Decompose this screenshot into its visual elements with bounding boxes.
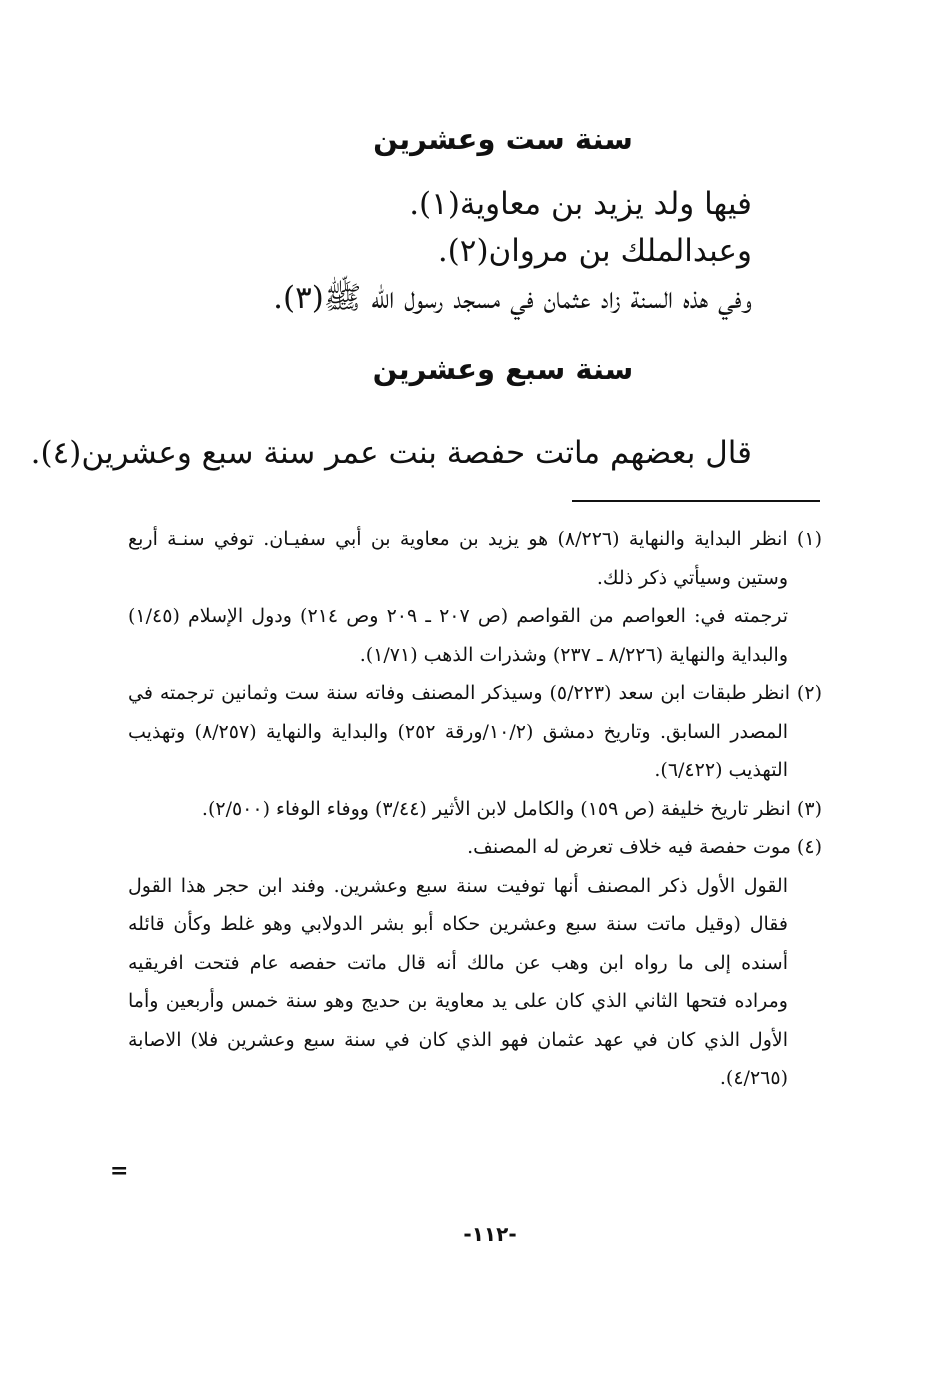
footnote-2: (٢) انظر طبقات ابن سعد (٥/٢٢٣) وسيذكر المصنف وفاته سنة ست وثمانين ترجمته في المصدر السابق. وتاريخ دمشق (١٠/٢/ورقة ٢٥٢) والبداية والنهاية (٨/٢٥٧) وتهذيب التهذيب (٦/٤٢٢). [128,682,822,781]
page-number: -١١٢- [463,1222,517,1246]
footnote-1: (١) انظر البداية والنهاية (٨/٢٢٦) هو يزيد بن معاوية بن أبي سفيـان. توفي سنـة أربع وستين وسيأتي ذكر ذلك. [128,528,822,589]
section-heading-year-27: سنة سبع وعشرين [372,352,634,386]
main-text-line: قال بعضهم ماتت حفصة بنت عمر سنة سبع وعشرين(٤). [30,435,752,471]
continuation-mark: = [110,1158,129,1184]
footnote-3: (٣) انظر تاريخ خليفة (ص ١٥٩) والكامل لابن الأثير (٣/٤٤) ووفاء الوفاء (٢/٥٠٠). [201,797,822,820]
main-text-line: وفي هذه السنة زاد عثمان في مسجد رسول الله ﷺ(٣). [273,280,752,316]
footnote-separator-rule [572,500,820,502]
footnote-1-continuation: ترجمته في: العواصم من القواصم (ص ٢٠٧ ـ ٢٠٩ وص ٢١٤) ودول الإسلام (١/٤٥) والبداية والنهاية (٨/٢٢٦ ـ ٢٣٧) وشذرات الذهب (١/٧١). [128,605,788,666]
footnotes [128,520,822,1098]
main-text-line: فيها ولد يزيد بن معاوية(١). [409,186,752,222]
section-heading-year-26: سنة ست وعشرين [373,122,633,156]
main-text-line: وعبدالملك بن مروان(٢). [437,233,752,269]
footnote-4-continuation: القول الأول ذكر المصنف أنها توفيت سنة سبع وعشرين. وفند ابن حجر هذا القول فقال (وقيل ماتت سنة سبع وعشرين حكاه أبو بشر الدولابي وهو غلط وكأن قائله أسنده إلى ما رواه ابن وهب عن مالك أنه قال ماتت حفصه عام فتحت افريقيه ومراده فتحها الثاني الذي كان على يد معاوية بن حديج وهو سنة خمس وأربعين وأما الأول الذي كان في عهد عثمان فهو الذي كان في سنة سبع وعشرين فلا) الاصابة (٤/٢٦٥). [128,874,788,1089]
footnote-4: (٤) موت حفصة فيه خلاف تعرض له المصنف. [467,836,822,858]
